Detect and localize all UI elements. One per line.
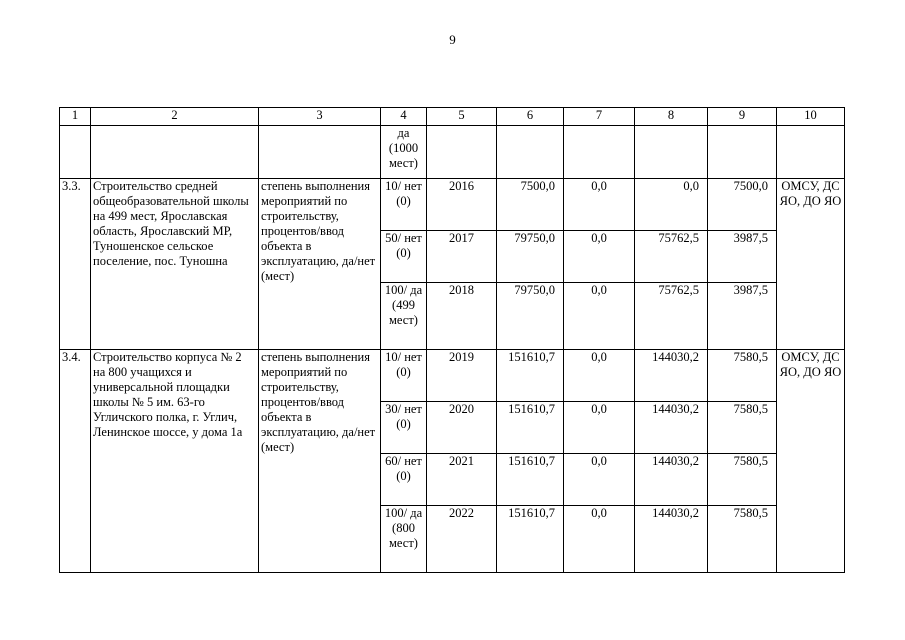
stage-total: 79750,0 [497, 283, 564, 350]
stage-year: 2021 [427, 454, 497, 506]
table-row [60, 350, 845, 402]
stage-col9: 3987,5 [708, 283, 777, 350]
stage-year: 2017 [427, 231, 497, 283]
column-header: 5 [427, 108, 497, 126]
stage-col7: 0,0 [564, 454, 635, 506]
item-responsible: ОМСУ, ДС ЯО, ДО ЯО [777, 179, 845, 350]
stage-col9: 7580,5 [708, 350, 777, 402]
stage-year: 2019 [427, 350, 497, 402]
item-number: 3.4. [60, 350, 91, 573]
stage-col9: 3987,5 [708, 231, 777, 283]
column-header: 9 [708, 108, 777, 126]
stage-total: 151610,7 [497, 402, 564, 454]
stage-col9: 7580,5 [708, 454, 777, 506]
item-indicator: степень выполнения мероприятий по строительству, процентов/ввод объекта в эксплуатацию, да/нет (мест) [259, 350, 381, 573]
stage-col7: 0,0 [564, 231, 635, 283]
stage-col8: 144030,2 [635, 402, 708, 454]
column-header: 7 [564, 108, 635, 126]
table-row [60, 179, 845, 231]
stage-value: 50/ нет (0) [381, 231, 427, 283]
stage-year: 2022 [427, 506, 497, 573]
item-name: Строительство средней общеобразовательной школы на 499 мест, Ярославская область, Ярославский МР, Туношенское сельское поселение, пос. Туношна [91, 179, 259, 350]
stage-col8: 144030,2 [635, 350, 708, 402]
stage-col7: 0,0 [564, 179, 635, 231]
stage-value: 10/ нет (0) [381, 179, 427, 231]
stage-col8: 0,0 [635, 179, 708, 231]
stage-col9: 7580,5 [708, 506, 777, 573]
stage-year: 2020 [427, 402, 497, 454]
stage-total: 7500,0 [497, 179, 564, 231]
continuation-row [60, 126, 845, 179]
column-header: 3 [259, 108, 381, 126]
stage-col7: 0,0 [564, 402, 635, 454]
column-header: 10 [777, 108, 845, 126]
budget-table [59, 107, 845, 573]
stage-value: 100/ да (800 мест) [381, 506, 427, 573]
stage-col8: 75762,5 [635, 231, 708, 283]
stage-year: 2016 [427, 179, 497, 231]
stage-value: 100/ да (499 мест) [381, 283, 427, 350]
column-header: 4 [381, 108, 427, 126]
stage-col8: 144030,2 [635, 506, 708, 573]
stage-col9: 7500,0 [708, 179, 777, 231]
stage-col7: 0,0 [564, 506, 635, 573]
stage-col8: 144030,2 [635, 454, 708, 506]
stage-col7: 0,0 [564, 350, 635, 402]
column-header: 1 [60, 108, 91, 126]
stage-value: 10/ нет (0) [381, 350, 427, 402]
item-responsible: ОМСУ, ДС ЯО, ДО ЯО [777, 350, 845, 573]
column-header: 2 [91, 108, 259, 126]
stage-col9: 7580,5 [708, 402, 777, 454]
stage-total: 151610,7 [497, 506, 564, 573]
header-row [60, 108, 845, 126]
stage-total: 79750,0 [497, 231, 564, 283]
stage-total: 151610,7 [497, 350, 564, 402]
item-name: Строительство корпуса № 2 на 800 учащихся и универсальной площадки школы № 5 им. 63-го Угличского полка, г. Углич, Ленинское шоссе, у дома 1а [91, 350, 259, 573]
page-number: 9 [449, 32, 456, 47]
stage-value: 30/ нет (0) [381, 402, 427, 454]
stage-col8: 75762,5 [635, 283, 708, 350]
stage-value: да (1000 мест) [381, 126, 427, 179]
item-number: 3.3. [60, 179, 91, 350]
stage-year: 2018 [427, 283, 497, 350]
column-header: 6 [497, 108, 564, 126]
stage-total: 151610,7 [497, 454, 564, 506]
stage-col7: 0,0 [564, 283, 635, 350]
item-indicator: степень выполнения мероприятий по строительству, процентов/ввод объекта в эксплуатацию, да/нет (мест) [259, 179, 381, 350]
column-header: 8 [635, 108, 708, 126]
stage-value: 60/ нет (0) [381, 454, 427, 506]
